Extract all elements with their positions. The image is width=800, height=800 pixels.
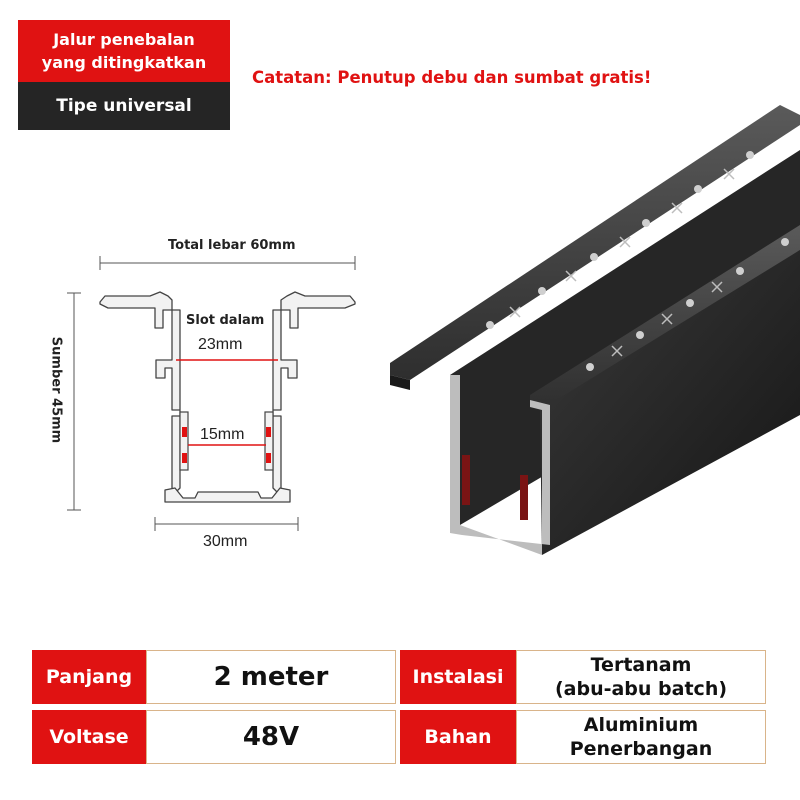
- inner-slot-label: Slot dalam: [186, 313, 265, 328]
- spec-installation: [400, 650, 766, 704]
- spec-voltage: [32, 710, 396, 764]
- spec-length: [32, 650, 396, 704]
- free-accessories-note: Catatan: Penutup debu dan sumbat gratis!: [252, 68, 652, 87]
- track-render: [390, 105, 800, 565]
- material-value-line-2: Penerbangan: [569, 738, 713, 760]
- installation-value: [516, 650, 766, 704]
- material-value: [516, 710, 766, 764]
- slot-width-label: 23mm: [198, 336, 243, 353]
- thickened-track-label: [18, 20, 230, 82]
- installation-value-line-2: (abu-abu batch): [554, 678, 728, 700]
- length-value: 2 meter: [146, 650, 396, 704]
- universal-type-label: Tipe universal: [18, 82, 230, 130]
- material-label: Bahan: [400, 710, 516, 764]
- material-value-line-1: Aluminium: [583, 714, 699, 736]
- voltage-value: 48V: [146, 710, 396, 764]
- inner-width-label: 15mm: [200, 426, 245, 443]
- height-label: Sumber 45mm: [48, 336, 64, 444]
- installation-label: Instalasi: [400, 650, 516, 704]
- voltage-label: Voltase: [32, 710, 146, 764]
- total-width-label: Total lebar 60mm: [168, 238, 296, 253]
- feature-badge: [18, 20, 230, 130]
- installation-value-line-1: Tertanam: [590, 654, 692, 676]
- spec-material: [400, 710, 766, 764]
- badge-line-2: yang ditingkatkan: [41, 53, 207, 72]
- badge-line-1: Jalur penebalan: [53, 30, 195, 49]
- bottom-width-label: 30mm: [203, 533, 248, 550]
- length-label: Panjang: [32, 650, 146, 704]
